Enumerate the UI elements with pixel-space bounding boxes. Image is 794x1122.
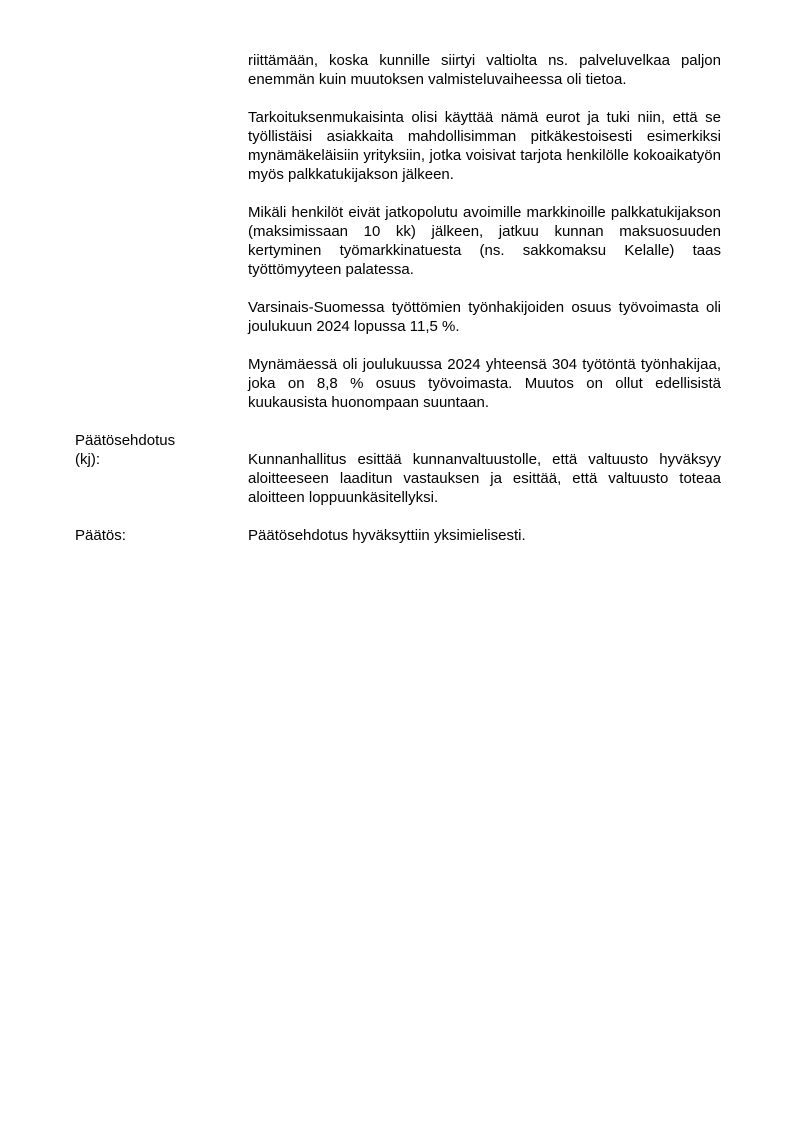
paragraph-row: [75, 108, 721, 184]
label-column-empty: [75, 51, 248, 89]
decision-text: Päätösehdotus hyväksyttiin yksimielisesti.: [248, 527, 526, 544]
decision-proposal-label-line2: (kj):: [75, 451, 100, 468]
paragraph-row: [75, 51, 721, 89]
label-column-empty: [75, 203, 248, 279]
body-paragraph: Mikäli henkilöt eivät jatkopolutu avoimille markkinoille palkkatukijakson (maksimissaan 10 kk) jälkeen, jatkuu kunnan maksuosuuden kertyminen työmarkkinatuesta (ns. sakkomaksu Kelalle) taas työttömyyteen palatessa.: [248, 204, 721, 278]
paragraph-row: [75, 298, 721, 336]
label-column-empty: [75, 355, 248, 412]
decision-proposal-label-line1: Päätösehdotus: [75, 432, 176, 449]
paragraph-row: [75, 355, 721, 412]
label-column-empty: [75, 298, 248, 336]
decision-proposal-label: [75, 431, 248, 507]
decision-label: Päätös:: [75, 527, 126, 544]
paragraph-row: [75, 203, 721, 279]
label-column-empty: [75, 108, 248, 184]
body-paragraph: riittämään, koska kunnille siirtyi valtiolta ns. palveluvelkaa paljon enemmän kuin muutoksen valmisteluvaiheessa oli tietoa.: [248, 52, 721, 88]
decision-proposal-row: [75, 431, 721, 507]
decision-proposal-text: Kunnanhallitus esittää kunnanvaltuustolle, että valtuusto hyväksyy aloitteeseen laaditun vastauksen ja esittää, että valtuusto toteaa aloitteen loppuunkäsitellyksi.: [248, 451, 721, 506]
document-content: [75, 51, 721, 564]
decision-row: [75, 526, 721, 545]
body-paragraph: Tarkoituksenmukaisinta olisi käyttää nämä eurot ja tuki niin, että se työllistäisi asiakkaita mahdollisimman pitkäkestoisesti esimerkiksi mynämäkeläisiin yrityksiin, jotka voisivat tarjota henkilölle kokoaikatyön myös palkkatukijakson jälkeen.: [248, 109, 721, 183]
body-paragraph: Mynämäessä oli joulukuussa 2024 yhteensä 304 työtöntä työnhakijaa, joka on 8,8 % osuus työvoimasta. Muutos on ollut edellisistä kuukausista huonompaan suuntaan.: [248, 356, 721, 411]
body-paragraph: Varsinais-Suomessa työttömien työnhakijoiden osuus työvoimasta oli joulukuun 2024 lopussa 11,5 %.: [248, 299, 721, 335]
